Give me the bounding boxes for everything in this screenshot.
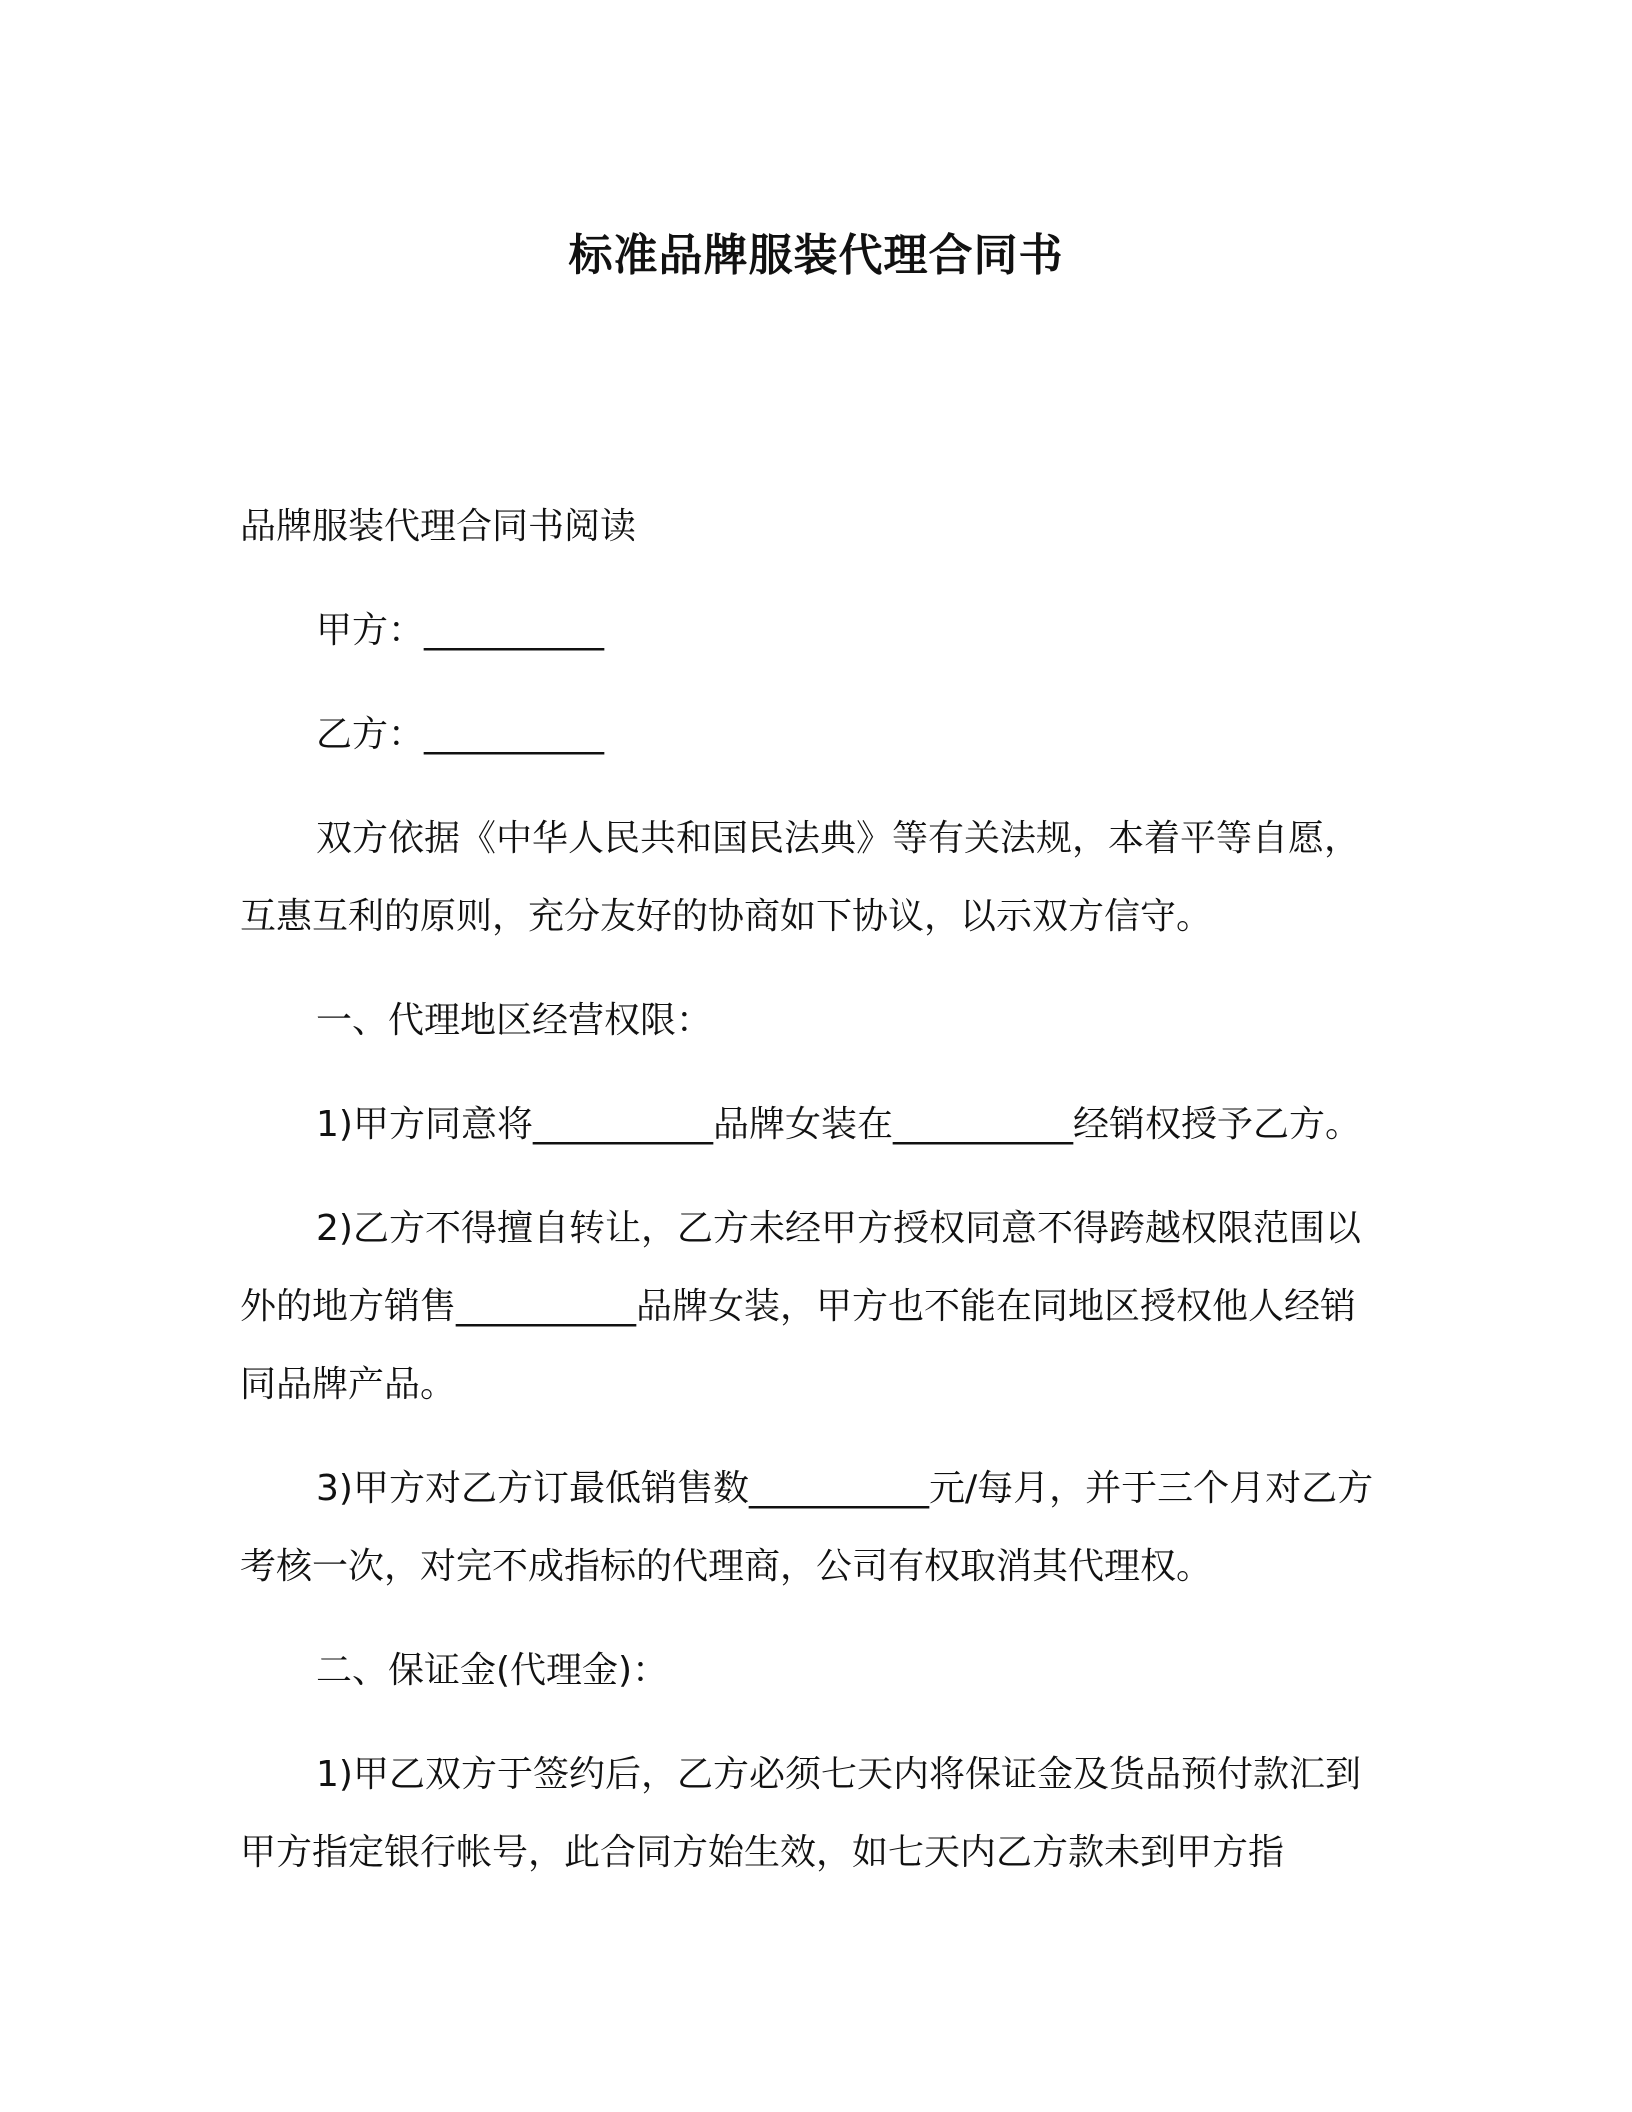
document-title: 标准品牌服装代理合同书 (568, 230, 1064, 281)
clause-1-3: 3)甲方对乙方订最低销售数__________元/每月，并于三个月对乙方考核一次，对完不成指标的代理商，公司有权取消其代理权。 (240, 1468, 1374, 1587)
section-heading-1: 一、代理地区经营权限： (316, 1000, 713, 1041)
section-heading-2: 二、保证金(代理金)： (316, 1650, 669, 1691)
document-body (240, 488, 1380, 1918)
preamble-paragraph: 双方依据《中华人民共和国民法典》等有关法规，本着平等自愿，互惠互利的原则，充分友好的协商如下协议，以示双方信守。 (240, 818, 1361, 937)
party-a-line: 甲方：__________ (316, 610, 605, 651)
subtitle-paragraph: 品牌服装代理合同书阅读 (240, 506, 637, 547)
clause-1-1: 1)甲方同意将__________品牌女装在__________经销权授予乙方。 (316, 1104, 1361, 1145)
party-b-line: 乙方：__________ (316, 714, 605, 755)
clause-1-2: 2)乙方不得擅自转让，乙方未经甲方授权同意不得跨越权限范围以外的地方销售__________品牌女装，甲方也不能在同地区授权他人经销同品牌产品。 (240, 1208, 1361, 1405)
clause-2-1: 1)甲乙双方于签约后，乙方必须七天内将保证金及货品预付款汇到甲方指定银行帐号，此合同方始生效，如七天内乙方款未到甲方指 (240, 1754, 1361, 1873)
